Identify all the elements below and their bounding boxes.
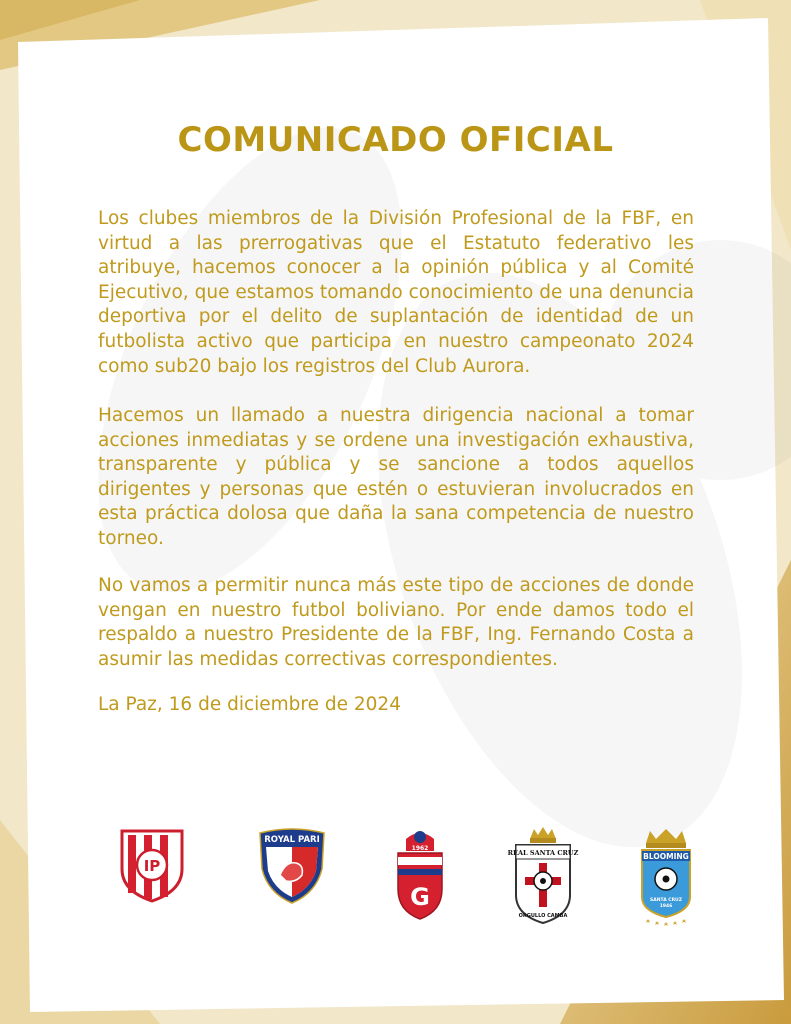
guabira-crest bbox=[392, 825, 448, 921]
blooming-crest-text: BLOOMING bbox=[643, 852, 689, 861]
page-title: COMUNICADO OFICIAL bbox=[177, 120, 614, 160]
real-santa-cruz-crest-text: REAL SANTA CRUZ bbox=[507, 849, 579, 857]
date-line: La Paz, 16 de diciembre de 2024 bbox=[98, 694, 401, 715]
real-santa-cruz-motto-text: ORGULLO CAMBA bbox=[518, 913, 568, 919]
independiente-petrolero-crest bbox=[116, 825, 188, 903]
blooming-crest bbox=[636, 825, 696, 927]
real-santa-cruz-crest bbox=[507, 825, 579, 925]
paragraph-2: Hacemos un llamado a nuestra dirigencia nacional a tomar acciones inmediatas y se ordene una investigación exhaustiva, transparente y pública y se sancione a todos aquellos dirigentes y personas que estén o estuvieran involucrados en esta práctica dolosa que daña la sana competencia de nuestro torneo. bbox=[98, 405, 694, 549]
club-logos-row bbox=[0, 825, 791, 935]
ip-crest-text: IP bbox=[143, 857, 161, 875]
paragraph-1: Los clubes miembros de la División Profesional de la FBF, en virtud a las prerrogativas que el Estatuto federativo les atribuye, hacemos conocer a la opinión pública y al Comité Ejecutivo, que estamos tomando conocimiento de una denuncia deportiva por el delito de suplantación de identidad de un futbolista activo que participa en nuestro campeonato 2024 como sub20 bajo los registros del Club Aurora. bbox=[98, 208, 694, 377]
paragraph-3: No vamos a permitir nunca más este tipo de acciones de donde vengan en nuestro futbol boliviano. Por ende damos todo el respaldo a nuestro Presidente de la FBF, Ing. Fernando Costa a asumir las medidas correctivas correspondientes. bbox=[98, 575, 694, 670]
royal-pari-crest bbox=[256, 825, 328, 905]
guabira-crest-text: G bbox=[410, 883, 430, 911]
blooming-city-text: SANTA CRUZ bbox=[650, 898, 682, 903]
blooming-year-text: 1946 bbox=[659, 904, 673, 909]
royal-pari-crest-text: ROYAL PARI bbox=[264, 835, 320, 845]
guabira-year-text: 1962 bbox=[411, 845, 429, 852]
